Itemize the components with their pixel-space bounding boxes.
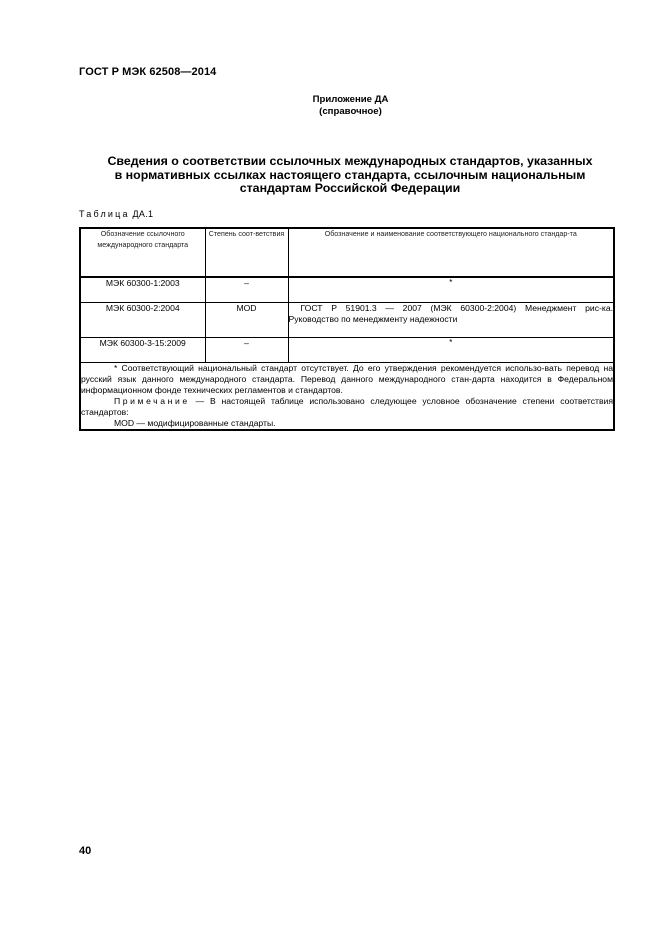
table-row [80, 302, 614, 337]
cell-degree: – [205, 277, 288, 302]
cell-national: * [288, 277, 614, 302]
table-note [81, 396, 613, 418]
note-label: Примечание [114, 395, 190, 406]
cell-national [288, 302, 614, 337]
column-header-national: Обозначение и наименование соответствующего национального стандар-та [288, 228, 614, 277]
table-row [80, 337, 614, 362]
cell-degree: – [205, 337, 288, 362]
cell-degree: MOD [205, 302, 288, 337]
table-caption [79, 209, 153, 219]
column-header-degree: Степень соот-ветствия [205, 228, 288, 277]
cell-national: * [288, 337, 614, 362]
cell-reference: МЭК 60300-2:2004 [80, 302, 205, 337]
main-title-line-2: в нормативных ссылках настоящего стандарта, ссылочным национальным [114, 167, 586, 182]
column-header-reference: Обозначение ссылочного международного стандарта [80, 228, 205, 277]
mod-legend [81, 418, 613, 429]
table-notes-row [80, 362, 614, 430]
document-code: ГОСТ Р МЭК 62508—2014 [79, 66, 217, 78]
mod-legend-text: MOD — модифицированные стандарты. [114, 417, 276, 428]
main-title-line-1: Сведения о соответствии ссылочных международных стандартов, указанных [107, 154, 593, 168]
appendix-subtitle: (справочное) [319, 106, 382, 117]
table-footnote [81, 363, 613, 396]
standards-table [79, 227, 615, 431]
page-number: 40 [79, 845, 92, 857]
appendix-title: Приложение ДА [312, 94, 389, 105]
table-notes [80, 362, 614, 430]
main-title [60, 155, 640, 196]
note-text: — В настоящей таблице использовано следующее условное обозначение степени соответствия стандартов: [81, 395, 614, 417]
main-title-line-3: стандартам Российской Федерации [239, 181, 461, 195]
appendix-heading [0, 94, 661, 118]
table-header-row [80, 228, 614, 277]
cell-reference: МЭК 60300-1:2003 [80, 277, 205, 302]
table-caption-word: Таблица [79, 209, 130, 219]
table-footnote-text: * Соответствующий национальный стандарт отсутствует. До его утверждения рекомендуется использо-вать перевод на русский язык данного международного стандарта. Перевод данного международного стан-дарта находится в Федеральном информационном фонде технических регламентов и стандартов. [81, 362, 613, 395]
table-caption-number: ДА.1 [132, 209, 154, 219]
cell-reference: МЭК 60300-3-15:2009 [80, 337, 205, 362]
cell-national-text: ГОСТ Р 51901.3 — 2007 (МЭК 60300-2:2004) Менеджмент рис-ка. Руководство по менеджменту надежности [288, 302, 613, 324]
table-row [80, 277, 614, 302]
